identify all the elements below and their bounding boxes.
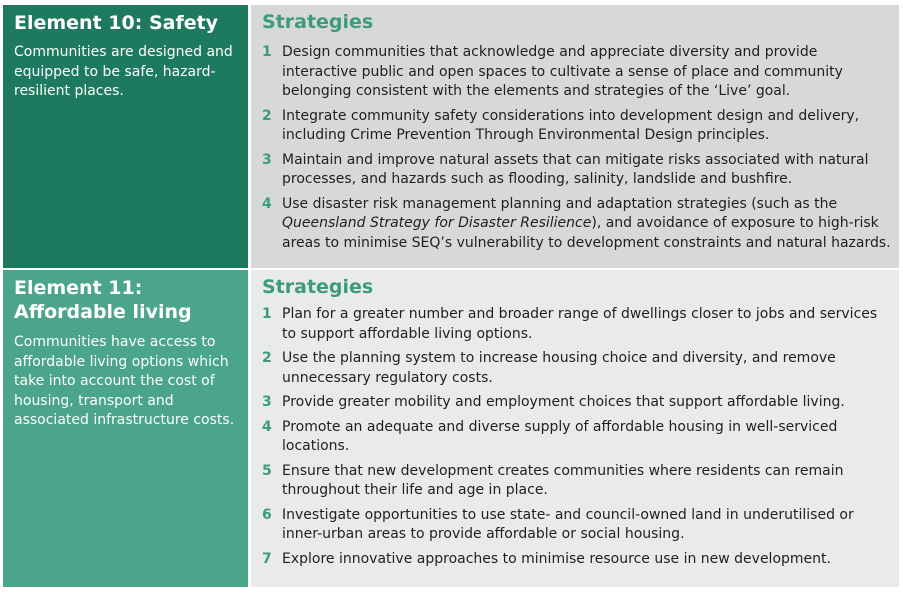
strategy-number: 4 <box>262 195 272 212</box>
strategy-text: Explore innovative approaches to minimise resource use in new development. <box>282 550 831 567</box>
strategy-item <box>262 305 891 344</box>
strategy-number: 2 <box>262 107 272 124</box>
strategy-item <box>262 393 891 413</box>
strategy-text-part: ), and avoidance of exposure to high-risk areas to minimise SEQ’s vulnerability to development constraints and natural hazards. <box>282 215 891 251</box>
strategy-item <box>262 349 891 388</box>
element-11-description: Communities have access to affordable living options which take into account the cost of housing, transport and associated infrastructure costs. <box>14 334 235 428</box>
strategy-item <box>262 151 891 190</box>
strategies-heading: Strategies <box>262 276 374 298</box>
element-11-title: Element 11: Affordable living <box>14 277 192 323</box>
element-11-strategies <box>251 270 899 587</box>
strategy-item <box>262 550 891 570</box>
strategy-item <box>262 195 891 254</box>
strategy-item <box>262 418 891 457</box>
strategy-document-title: Queensland Strategy for Disaster Resilience <box>282 215 592 231</box>
strategy-item <box>262 107 891 146</box>
strategy-text: Investigate opportunities to use state- and council-owned land in underutilised or inner-urban areas to provide affordable or social housing. <box>282 506 854 542</box>
strategy-text: Use the planning system to increase housing choice and diversity, and remove unnecessary regulatory costs. <box>282 350 836 386</box>
strategy-text: Maintain and improve natural assets that can mitigate risks associated with natural processes, and hazards such as flooding, salinity, landslide and bushfire. <box>282 151 869 187</box>
element-10-row <box>3 5 899 268</box>
element-10-strategies <box>251 5 899 268</box>
strategy-text: Promote an adequate and diverse supply of affordable housing in well-serviced locations. <box>282 418 838 454</box>
element-11-row <box>3 270 899 587</box>
element-10-description: Communities are designed and equipped to be safe, hazard-resilient places. <box>14 44 233 99</box>
element-10-title: Element 10: Safety <box>14 12 219 34</box>
strategies-heading: Strategies <box>262 11 374 33</box>
strategy-number: 1 <box>262 44 272 60</box>
element-10-panel <box>3 5 248 268</box>
strategy-item <box>262 43 891 102</box>
element-11-panel <box>3 270 248 587</box>
strategy-item <box>262 506 891 545</box>
strategy-item <box>262 462 891 501</box>
strategy-text: Integrate community safety considerations into development design and delivery, including Crime Prevention Through Environmental Design principles. <box>282 107 860 143</box>
strategy-text: Design communities that acknowledge and appreciate diversity and provide interactive public and open spaces to cultivate a sense of place and community belonging consistent with the elements and strategies of the ‘Live’ goal. <box>282 44 843 99</box>
strategy-number: 1 <box>262 306 272 322</box>
strategy-text <box>282 195 891 254</box>
strategy-text: Ensure that new development creates communities where residents can remain throughout their life and age in place. <box>282 462 844 498</box>
strategy-text: Provide greater mobility and employment choices that support affordable living. <box>282 394 845 410</box>
strategy-number: 7 <box>262 550 272 567</box>
strategy-number: 2 <box>262 350 272 366</box>
strategy-table <box>3 5 899 587</box>
strategy-number: 6 <box>262 506 272 523</box>
strategy-text-part: Use disaster risk management planning and adaptation strategies (such as the <box>282 195 838 212</box>
strategy-number: 5 <box>262 462 272 479</box>
strategy-number: 3 <box>262 151 272 168</box>
strategy-number: 4 <box>262 418 272 435</box>
strategy-number: 3 <box>262 394 272 410</box>
strategy-text: Plan for a greater number and broader range of dwellings closer to jobs and services to support affordable living options. <box>282 306 878 342</box>
